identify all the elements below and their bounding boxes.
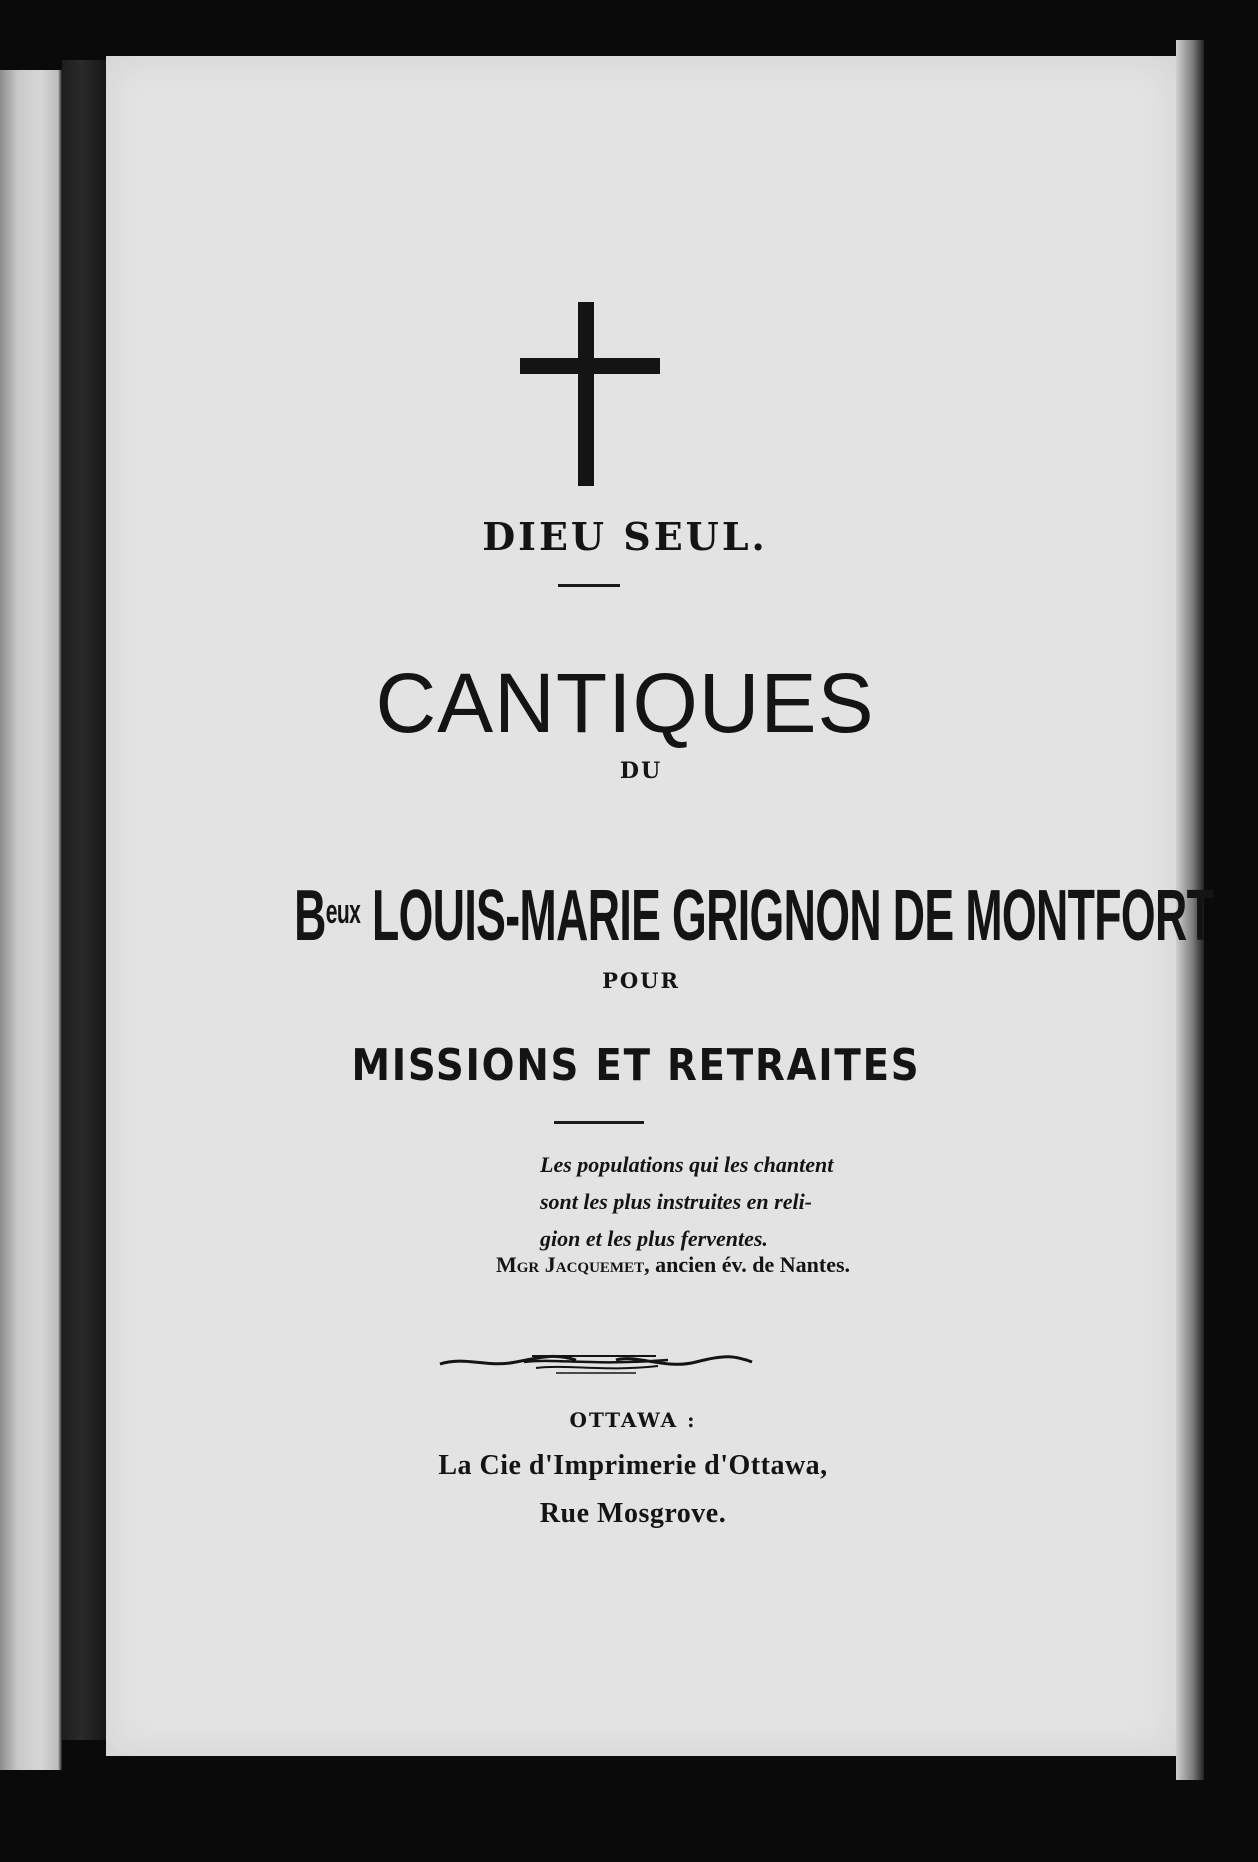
divider-rule [554, 1121, 644, 1124]
wave-ornament-icon [436, 1342, 756, 1382]
publisher-city: OTTAWA : [569, 1408, 697, 1432]
binding-shadow [62, 60, 108, 1740]
pour-label: POUR [602, 968, 680, 993]
publisher-name: La Cie d'Imprimerie d'Ottawa, [438, 1450, 828, 1481]
attribution-rest: , ancien év. de Nantes. [644, 1252, 851, 1277]
latin-cross-icon [520, 296, 660, 486]
purpose-line: MISSIONS ET RETRAITES [351, 1040, 921, 1091]
author-name: LOUIS-MARIE GRIGNON DE MONTFORT [371, 876, 1214, 956]
epigraph-quote [540, 1146, 940, 1257]
quote-line: gion et les plus ferventes. [540, 1226, 768, 1251]
quote-line: sont les plus instruites en reli- [540, 1189, 813, 1214]
book-binding [0, 70, 62, 1770]
divider-rule [558, 584, 620, 587]
book-title: CANTIQUES [375, 656, 875, 750]
title-page [106, 56, 1214, 1756]
author-prefix: B [294, 876, 326, 956]
publisher-street: Rue Mosgrove. [539, 1498, 727, 1529]
author-line [294, 876, 1214, 956]
title-connector: DU [619, 758, 663, 784]
motto: DIEU SEUL. [482, 514, 768, 559]
attribution-name: Mgr Jacquemet [496, 1252, 645, 1277]
epigraph-attribution [496, 1252, 850, 1278]
quote-line: Les populations qui les chantent [540, 1152, 834, 1177]
author-prefix-sup: eux [325, 893, 361, 931]
title-page-content [106, 56, 1214, 1756]
